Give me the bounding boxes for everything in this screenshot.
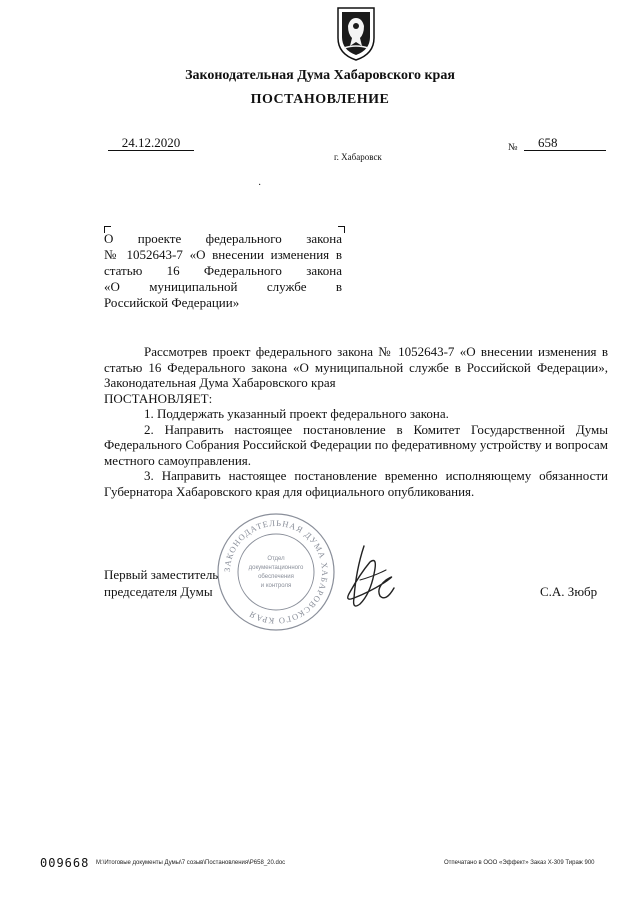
resolution-item-2: 2. Направить настоящее постановление в Комитет Государственной Думы Федерального Собрания Российской Федерации по федеративному устройству и вопросам местного самоуправления. bbox=[104, 421, 608, 468]
stamp-ring-text: ЗАКОНОДАТЕЛЬНАЯ ДУМА ХАБАРОВСКОГО КРАЯ bbox=[221, 517, 331, 627]
official-stamp bbox=[214, 510, 338, 634]
subject-line: О проекте федерального закона bbox=[104, 231, 342, 246]
resolution-item-3: 3. Направить настоящее постановление временно исполняющему обязанности Губернатора Хабаровского края для официального опубликования. bbox=[104, 468, 608, 499]
subject-line: статью 16 Федерального закона bbox=[104, 263, 342, 278]
organization-title: Законодательная Дума Хабаровского края bbox=[185, 68, 455, 83]
signatory-role bbox=[104, 566, 218, 600]
handwritten-signature bbox=[330, 540, 410, 620]
document-city: г. Хабаровск bbox=[334, 152, 382, 162]
subject-line: Российской Федерации» bbox=[104, 295, 240, 310]
document-number: 658 bbox=[524, 136, 606, 151]
print-info: Отпечатано в ООО «Эффект» Заказ Х-309 Тираж 900 bbox=[444, 860, 595, 866]
stamp-center-line: и контроля bbox=[260, 583, 292, 589]
stamp-center-line: обеспечения bbox=[258, 574, 294, 580]
subject-line: № 1052643-7 «О внесении изменения в bbox=[104, 247, 342, 262]
signatory-role-line: Первый заместитель bbox=[104, 567, 219, 582]
resolves-heading: ПОСТАНОВЛЯЕТ: bbox=[104, 390, 213, 406]
subject-block bbox=[104, 231, 342, 311]
subject-line: «О муниципальной службе в bbox=[104, 279, 342, 294]
number-label: № bbox=[508, 142, 518, 153]
scan-mark: · bbox=[258, 180, 262, 191]
stamp-center-line: Отдел bbox=[267, 556, 285, 562]
resolution-item-1: 1. Поддержать указанный проект федерального закона. bbox=[144, 406, 449, 421]
stamp-center-line: документационного bbox=[248, 565, 304, 571]
signatory-name: С.А. Зюбр bbox=[540, 584, 598, 599]
resolution-body bbox=[104, 344, 608, 499]
file-path: М:\Итоговые документы Думы\7 созыв\Постановления\Р658_20.doc bbox=[96, 860, 286, 866]
signatory-role-line: председателя Думы bbox=[104, 584, 213, 599]
document-type: ПОСТАНОВЛЕНИЕ bbox=[250, 92, 390, 107]
registration-number: 009668 bbox=[40, 856, 90, 870]
coat-of-arms-icon bbox=[334, 4, 378, 62]
preamble-paragraph: Рассмотрев проект федерального закона № 1052643-7 «О внесении изменения в статью 16 Федерального закона «О муниципальной службе в Российской Федерации», Законодательная Дума Хабаровского края bbox=[104, 344, 608, 390]
document-date: 24.12.2020 bbox=[108, 136, 194, 151]
